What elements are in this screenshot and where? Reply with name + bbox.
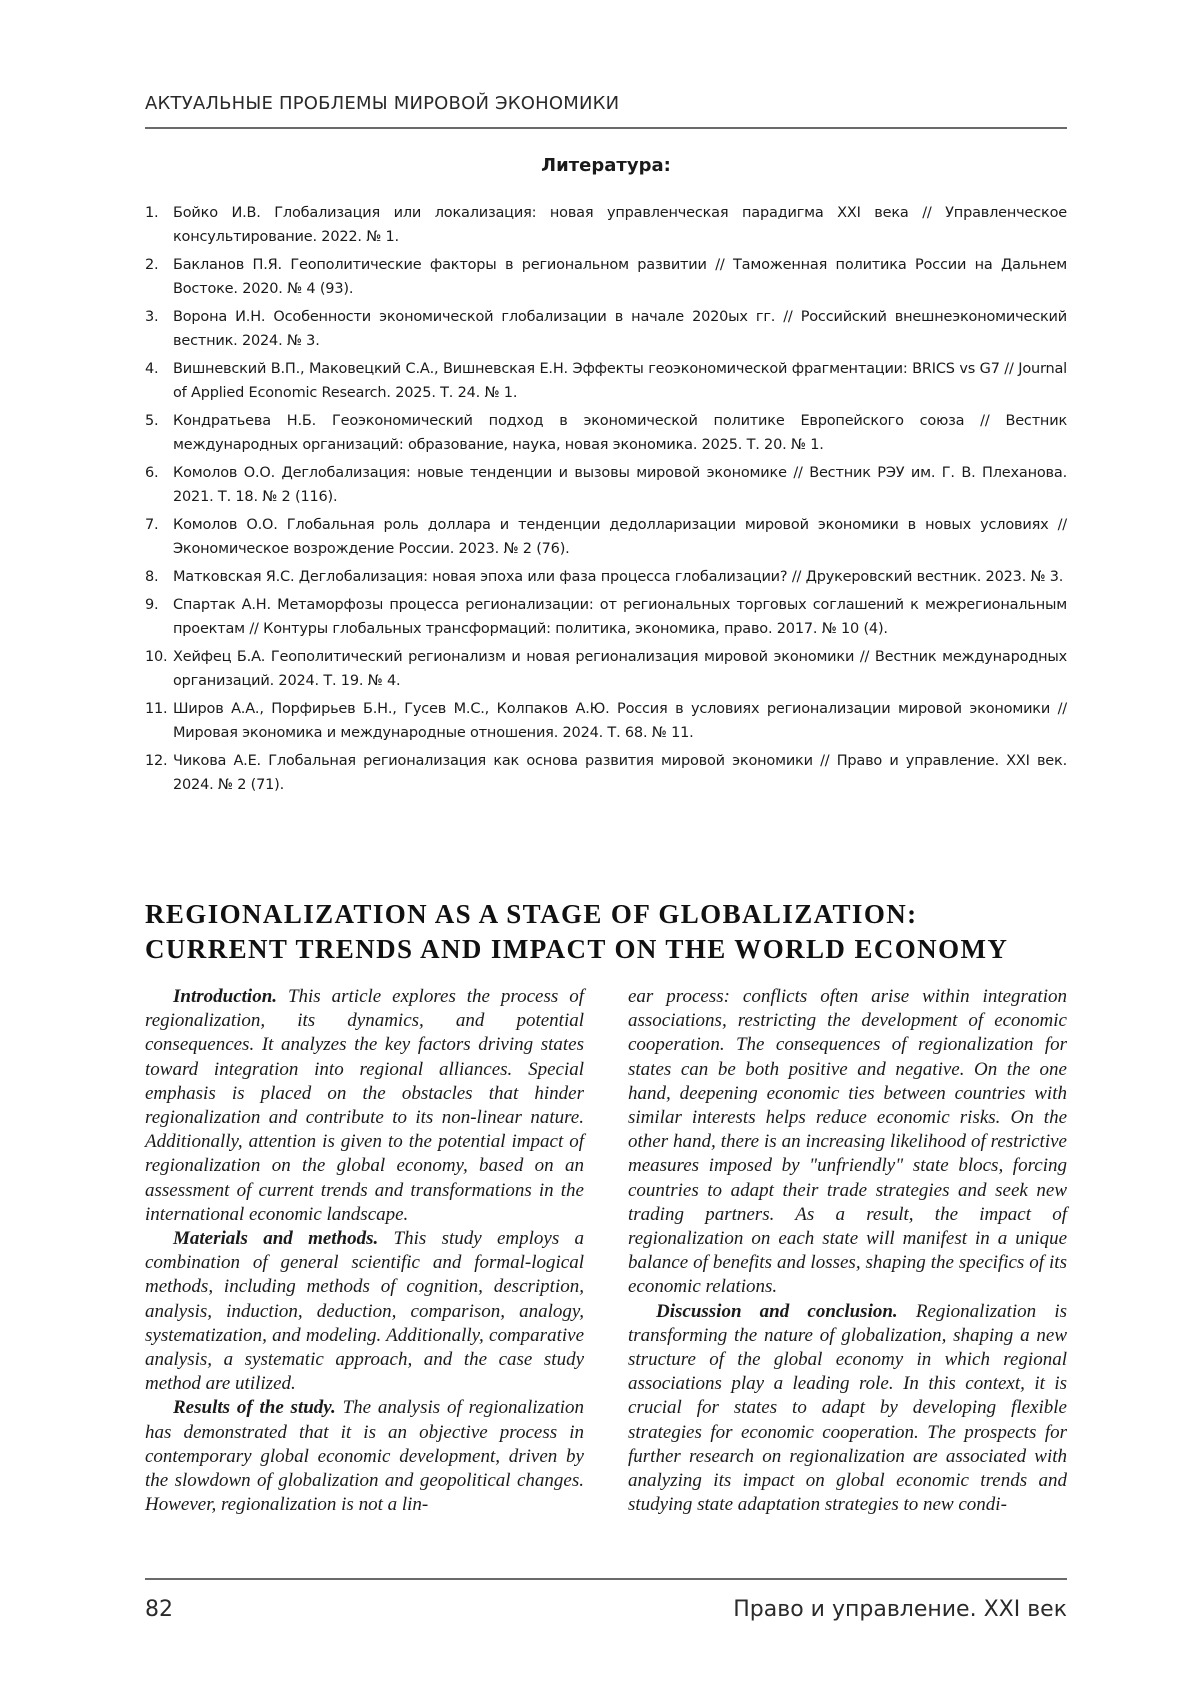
reference-text: Хейфец Б.А. Геополитический регионализм и новая регионализация мировой экономики // Вестник международных организаций. 2024. Т. 19. № 4. [173, 649, 1067, 689]
reference-number: 5. [145, 413, 159, 429]
reference-text: Широв А.А., Порфирьев Б.Н., Гусев М.С., Колпаков А.Ю. Россия в условиях регионализации мировой экономики // Мировая экономика и международные отношения. 2024. Т. 68. № 11. [173, 701, 1067, 741]
discussion-text: Regionalization is transforming the nature of globalization, shaping a new structure of the global economy in which regional associations play a leading role. In this context, it is crucial for states to adapt by developing flexible strategies for economic cooperation. The prospects for further research on regionalization are associated with analyzing its impact on global economic trends and studying state adaptation strategies to new condi- [628, 1300, 1067, 1516]
introduction-text: This article explores the process of regionalization, its dynamics, and potential consequences. It analyzes the key factors driving states toward integration into regional alliances. Special emphasis is placed on the obstacles that hinder regionalization and contribute to its non-linear nature. Additionally, attention is given to the potential impact of regionalization on the global economy, based on an assessment of current trends and transformations in the international economic landscape. [145, 986, 584, 1225]
results-text-part-2: ear process: conflicts often arise within integration associations, restricting the development of economic cooperation. The consequences of regionalization for states can be both positive and negative. On the one hand, deepening economic ties between countries with similar interests helps reduce economic risks. On the other hand, there is an increasing likelihood of restrictive measures imposed by "unfriendly" state blocs, forcing countries to adapt their trade strategies and seek new trading partners. As a result, the impact of regionalization on each state will manifest in a unique balance of benefits and losses, shaping the specifics of its economic relations. [628, 986, 1067, 1298]
reference-number: 12. [145, 753, 168, 769]
footer-rule [145, 1578, 1067, 1580]
reference-item [145, 357, 1067, 405]
abstract-discussion [628, 1300, 1067, 1518]
reference-item [145, 201, 1067, 249]
methods-text: This study employs a combination of general scientific and formal-logical methods, including methods of cognition, description, analysis, induction, deduction, comparison, analogy, systematization, and modeling. Additionally, comparative analysis, a systematic approach, and the case study method are utilized. [145, 1228, 584, 1395]
article-title [145, 897, 1067, 967]
reference-number: 3. [145, 309, 159, 325]
reference-text: Матковская Я.С. Деглобализация: новая эпоха или фаза процесса глобализации? // Друкеровский вестник. 2023. № 3. [173, 569, 1064, 585]
reference-item [145, 697, 1067, 745]
results-text-part-1: The analysis of regionalization has demonstrated that it is an objective process in contemporary global economic development, driven by the slowdown of globalization and geopolitical changes. However, regionalization is not a lin- [145, 1397, 584, 1516]
reference-number: 7. [145, 517, 159, 533]
reference-text: Кондратьева Н.Б. Геоэкономический подход в экономической политике Европейского союза // Вестник международных организаций: образование, наука, новая экономика. 2025. Т. 20. № 1. [173, 413, 1067, 453]
introduction-label: Introduction. [173, 986, 278, 1007]
abstract-column-right [628, 985, 1067, 1517]
results-label: Results of the study. [173, 1397, 336, 1419]
page-number: 82 [145, 1597, 173, 1622]
abstract-introduction [145, 985, 584, 1227]
reference-text: Спартак А.Н. Метаморфозы процесса регионализации: от региональных торговых соглашений к межрегиональным проектам // Контуры глобальных трансформаций: политика, экономика, право. 2017. № 10 (4). [173, 597, 1067, 637]
reference-item [145, 461, 1067, 509]
reference-number: 11. [145, 701, 168, 717]
reference-number: 10. [145, 649, 168, 665]
abstract-results-continued [628, 985, 1067, 1300]
reference-text: Ворона И.Н. Особенности экономической глобализации в начале 2020ых гг. // Российский внешнеэкономический вестник. 2024. № 3. [173, 309, 1067, 349]
reference-number: 4. [145, 361, 159, 377]
reference-number: 6. [145, 465, 159, 481]
reference-item [145, 513, 1067, 561]
reference-text: Бойко И.В. Глобализация или локализация: новая управленческая парадигма XXI века // Управленческое консультирование. 2022. № 1. [173, 205, 1067, 245]
reference-number: 8. [145, 569, 159, 585]
reference-item [145, 565, 1067, 589]
reference-text: Комолов О.О. Глобальная роль доллара и тенденции дедолларизации мировой экономики в новых условиях // Экономическое возрождение России. 2023. № 2 (76). [173, 517, 1067, 557]
journal-name: Право и управление. XXI век [733, 1597, 1067, 1622]
reference-text: Комолов О.О. Деглобализация: новые тенденции и вызовы мировой экономике // Вестник РЭУ им. Г. В. Плеханова. 2021. Т. 18. № 2 (116). [173, 465, 1067, 505]
article-title-line-1: REGIONALIZATION AS A STAGE OF GLOBALIZATION: [145, 899, 918, 929]
methods-label: Materials and methods. [173, 1228, 379, 1250]
reference-item [145, 305, 1067, 353]
reference-item [145, 645, 1067, 693]
reference-item [145, 409, 1067, 457]
running-title: АКТУАЛЬНЫЕ ПРОБЛЕМЫ МИРОВОЙ ЭКОНОМИКИ [145, 93, 620, 114]
references-heading: Литература: [541, 155, 671, 176]
reference-text: Чикова А.Е. Глобальная регионализация как основа развития мировой экономики // Право и управление. XXI век. 2024. № 2 (71). [173, 753, 1067, 793]
abstract-column-left [145, 985, 584, 1517]
reference-text: Бакланов П.Я. Геополитические факторы в региональном развитии // Таможенная политика России на Дальнем Востоке. 2020. № 4 (93). [173, 257, 1067, 297]
discussion-label: Discussion and conclusion. [656, 1300, 898, 1322]
reference-number: 1. [145, 205, 159, 221]
reference-item [145, 593, 1067, 641]
reference-number: 9. [145, 597, 159, 613]
reference-item [145, 749, 1067, 797]
header-rule [145, 127, 1067, 129]
reference-number: 2. [145, 257, 159, 273]
abstract-methods [145, 1227, 584, 1396]
abstract-results [145, 1396, 584, 1517]
reference-text: Вишневский В.П., Маковецкий С.А., Вишневская Е.Н. Эффекты геоэкономической фрагментации: BRICS vs G7 // Journal of Applied Economic Research. 2025. Т. 24. № 1. [173, 361, 1067, 401]
article-title-line-2: CURRENT TRENDS AND IMPACT ON THE WORLD ECONOMY [145, 934, 1009, 964]
references-list [145, 201, 1067, 801]
reference-item [145, 253, 1067, 301]
